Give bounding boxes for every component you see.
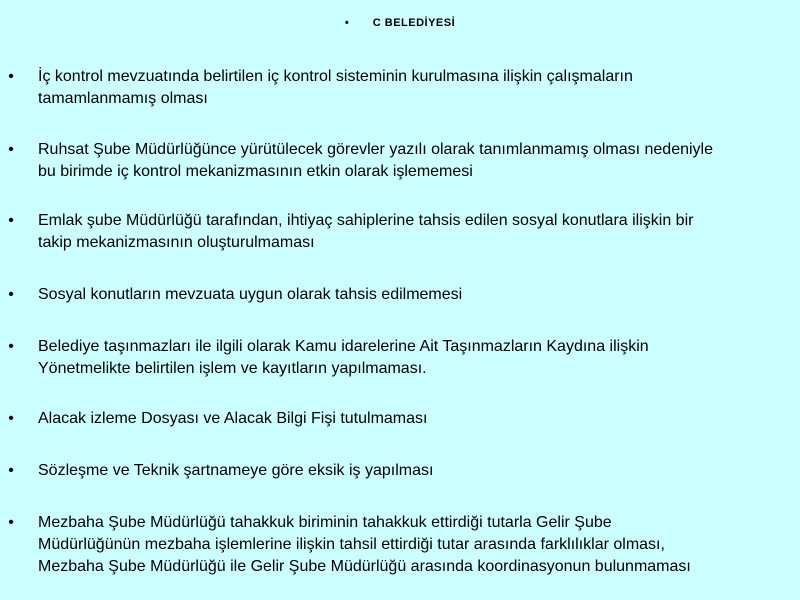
bullet-text: Belediye taşınmazları ile ilgili olarak Kamu idarelerine Ait Taşınmazların Kaydına ilişkin Yönetmelikte belirtilen işlem ve kayıtların yapılmaması. (38, 338, 649, 377)
bullet-text: Emlak şube Müdürlüğü tarafından, ihtiyaç sahiplerine tahsis edilen sosyal konutlara ilişkin bir takip mekanizmasının oluşturulmaması (38, 212, 694, 251)
bullet-text: Mezbaha Şube Müdürlüğü tahakkuk biriminin tahakkuk ettirdiği tutarla Gelir Şube Müdürlüğünün mezbaha işlemlerine ilişkin tahsil ettirdiği tutar arasında farklılıklar olması, Mezbaha Şube Müdürlüğü ile Gelir Şube Müdürlüğü arasında koordinasyonun bulunmaması (38, 514, 691, 575)
bullet-text: Ruhsat Şube Müdürlüğünce yürütülecek görevler yazılı olarak tanımlanmamış olması nedeniyle bu birimde iç kontrol mekanizmasının etkin olarak işlememesi (38, 141, 714, 180)
bullet-text: Alacak izleme Dosyası ve Alacak Bilgi Fişi tutulmaması (38, 410, 428, 427)
bullet-icon: • (8, 68, 14, 85)
bullet-icon: • (8, 410, 14, 427)
bullet-icon: • (8, 338, 14, 355)
bullet-icon: • (8, 212, 14, 229)
bullet-text: Sosyal konutların mevzuata uygun olarak tahsis edilmemesi (38, 286, 463, 303)
title-bullet-icon: • (344, 17, 350, 29)
bullet-icon: • (8, 286, 14, 303)
bullet-icon: • (8, 462, 14, 479)
bullet-icon: • (8, 141, 14, 158)
bullet-text: İç kontrol mevzuatında belirtilen iç kontrol sisteminin kurulmasına ilişkin çalışmaların tamamlanmamış olması (38, 68, 633, 107)
bullet-icon: • (8, 514, 14, 531)
bullet-text: Sözleşme ve Teknik şartnameye göre eksik iş yapılması (38, 462, 434, 479)
slide-title: C BELEDİYESİ (372, 17, 456, 29)
